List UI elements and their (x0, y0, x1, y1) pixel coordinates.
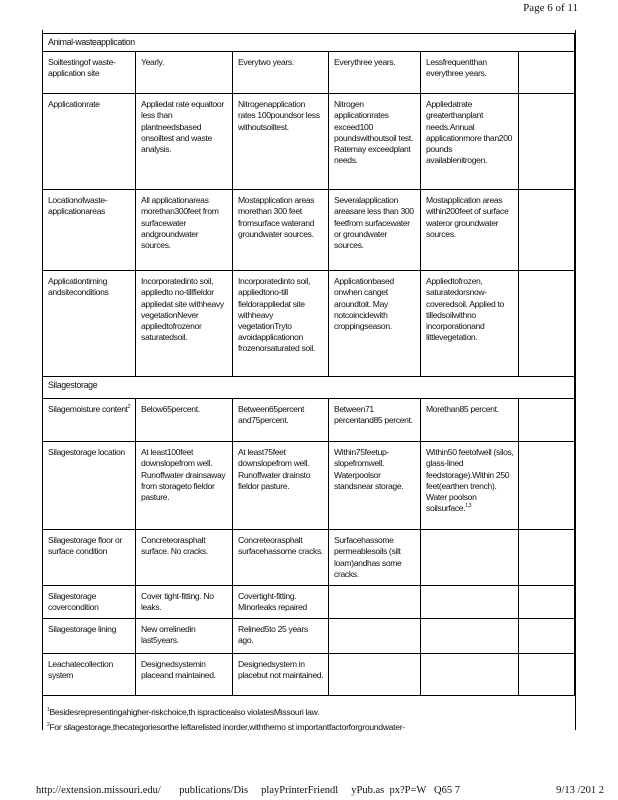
table-cell: Below65percent. (136, 399, 233, 442)
footer-date: 9/13 /201 2 (556, 785, 604, 796)
table-cell (421, 442, 519, 530)
table-cell: New orrelinedin last5years. (136, 619, 233, 654)
footnote-text: For silagestorage,thecategoriesorthe leftarelisted inorder,withthemo st importantfactorforgroundwater- (49, 722, 405, 732)
row-label: Silagestorage covercondition (43, 586, 136, 619)
table-cell (519, 530, 575, 586)
table-cell (519, 399, 575, 442)
table-cell: Cover tight-fitting. No leaks. (136, 586, 233, 619)
table-cell: Concreteorasphalt surfacehassome cracks. (233, 530, 329, 586)
table-cell (329, 619, 421, 654)
assessment-table (42, 33, 575, 696)
section-title: Silagestorage (43, 377, 575, 399)
row-label (43, 399, 136, 442)
table-cell (519, 271, 575, 377)
table-cell: Concreteorasphalt surface. No cracks. (136, 530, 233, 586)
table-cell: Nitrogen applicationrates exceed100 poundswithoutsoil test. Ratemay exceedplant needs. (329, 94, 421, 190)
footnote-2 (47, 720, 567, 735)
table-cell: Within75feetup-slopefromwell. Waterpoolsor standsnear storage. (329, 442, 421, 530)
row-label: Soiltestingof waste-application site (43, 52, 136, 94)
table-cell (421, 619, 519, 654)
table-cell (519, 52, 575, 94)
table-cell (519, 654, 575, 696)
table-cell: Severalapplication areasare less than 300 feetfrom surfacewater or groundwater sources. (329, 190, 421, 271)
table-cell: Between65percent and75percent. (233, 399, 329, 442)
table-cell: Appliedtofrozen, saturatedorsnow-coveredsoil. Applied to tilledsoilwithno incorporationand littlevegetation. (421, 271, 519, 377)
footer-url[interactable]: http://extension.missouri.edu/ publications/Dis playPrinterFriendl yPub.as px?P=W Q65 7 (36, 785, 460, 796)
table-cell (329, 654, 421, 696)
section-row-silage (43, 377, 575, 399)
table-row (43, 190, 575, 271)
table-cell (421, 586, 519, 619)
table-cell (519, 94, 575, 190)
table-row (43, 442, 575, 530)
table-cell: At least100feet downslopefrom well. Runoffwater drainsaway from storageto fieldor pasture. (136, 442, 233, 530)
page-number: Page 6 of 11 (523, 2, 578, 14)
footnote-marker: 1 (47, 707, 50, 714)
table-cell: Mostapplication areas morethan 300 feet fromsurface waterand groundwater sources. (233, 190, 329, 271)
table-cell (329, 586, 421, 619)
row-label: Locationofwaste-applicationareas (43, 190, 136, 271)
row-label: Silagestorage floor or surface condition (43, 530, 136, 586)
section-title: Animal-wasteapplication (43, 34, 575, 52)
table-cell (421, 530, 519, 586)
row-label: Applicationtiming andsiteconditions (43, 271, 136, 377)
row-label-text: Silagemoisture content (48, 404, 128, 415)
table-cell: Relined5to 25 years ago. (233, 619, 329, 654)
table-row (43, 94, 575, 190)
table-cell (519, 190, 575, 271)
row-label: Silagestorage lining (43, 619, 136, 654)
table-cell: Covertight-fitting. Minorleaks repaired (233, 586, 329, 619)
table-cell (519, 619, 575, 654)
table-cell: Nitrogenapplication rates 100poundsor less withoutsoiltest. (233, 94, 329, 190)
table-row (43, 271, 575, 377)
table-cell: Appliedatrate greaterthanplant needs.Annual applicationmore than200 pounds availablenitrogen. (421, 94, 519, 190)
section-row-animal-waste (43, 34, 575, 52)
table-cell: All applicationareas morethan300feet from surfacewater andgroundwater sources. (136, 190, 233, 271)
table-cell: Surfacehassome permeablesoils (silt loam)andhas some cracks. (329, 530, 421, 586)
table-cell (421, 654, 519, 696)
row-label: Silagestorage location (43, 442, 136, 530)
footnote-marker: 2 (47, 722, 50, 729)
table-cell: Morethan85 percent. (421, 399, 519, 442)
footnotes (47, 705, 567, 735)
table-cell: Everytwo years. (233, 52, 329, 94)
footnote-marker: 1,3 (465, 503, 472, 510)
footnote-marker: 2 (127, 404, 131, 411)
table-row (43, 530, 575, 586)
table-row (43, 52, 575, 94)
table-cell: Designedsystemin placeand maintained. (136, 654, 233, 696)
footnote-text: Besidesrepresentingahigher-riskchoice,th ispracticealso violatesMissouri law. (49, 707, 320, 717)
table-cell: Incorporatedinto soil, appliedto no-tillfieldor appliedat site withheavy vegetationNever appliedtofrozenor saturatedsoil. (136, 271, 233, 377)
footnote-1 (47, 705, 567, 720)
table-cell: Lessfrequentthan everythree years. (421, 52, 519, 94)
table-cell: Everythree years. (329, 52, 421, 94)
table-cell: At least75feet downslopefrom well. Runoffwater drainsto fieldor pasture. (233, 442, 329, 530)
table-cell: Incorporatedinto soil, appliedtono-till fieldorappliedat site withheavy vegetationTryto avoidapplicationon frozenorsaturated soil. (233, 271, 329, 377)
table-row (43, 586, 575, 619)
table-cell: Mostapplication areas within200feet of surface wateror groundwater sources. (421, 190, 519, 271)
row-label: Applicationrate (43, 94, 136, 190)
table-cell: Designedsystem in placebut not maintained. (233, 654, 329, 696)
row-label: Leachatecollection system (43, 654, 136, 696)
table-row (43, 619, 575, 654)
table-row (43, 654, 575, 696)
cell-text: Within50 feetofwell (silos, glass-lined feedstorage).Within 250 feet(earthen trench). Water poolson soilsurface. (426, 447, 514, 514)
table-cell: Appliedat rate equaltoor less than plantneedsbased onsoiltest and waste analysis. (136, 94, 233, 190)
table-cell (519, 442, 575, 530)
table-row (43, 399, 575, 442)
table-cell: Applicationbased onwhen canget aroundtoit. May notcoincidewith croppingseason. (329, 271, 421, 377)
table-cell (519, 586, 575, 619)
table-cell: Yearly. (136, 52, 233, 94)
table-cell: Between71 percentand85 percent. (329, 399, 421, 442)
